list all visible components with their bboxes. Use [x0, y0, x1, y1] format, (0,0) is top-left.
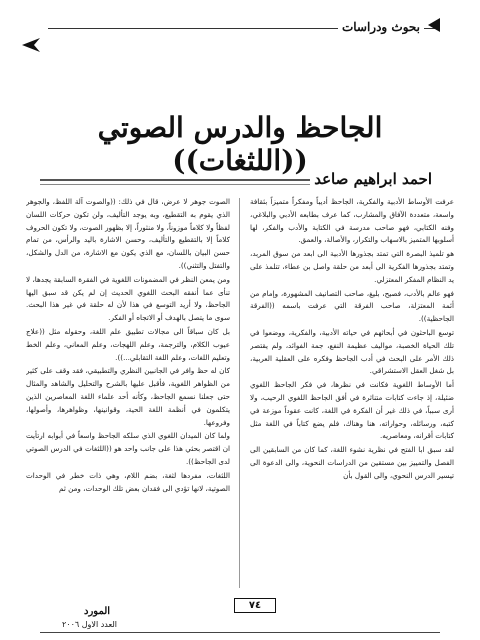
author-rule	[40, 179, 310, 181]
footer-rule	[40, 632, 440, 633]
page-number: ٧٤	[234, 598, 276, 613]
paragraph: اللثغات، مفردها لثغة، بضم اللام، وهي ذات خطر في الوحدات الصوتية، لانها تؤدي الى فقدان بعض تلك الوحدات، ومن ثم	[26, 470, 230, 493]
paragraph: بل كان سباقاً الى مجالات تطبيق علم اللغة، وحقوله مثل ((علاج عيوب الكلام، والترجمة، وعلم اللهجات، وعلم المعاني، وعلم الخط وتعليم اللغات، وعلم اللغة التقابلي...)).	[26, 326, 230, 362]
paragraph: لقد سبق ابا الفتح في نظرية نشوء اللغة، كما كان من السابقين الى الفصل والتمييز بين مستقين من الدراسات النحوية، والى الدعوة الى تيسير الدرس النحوي، والى القول بأن	[250, 445, 454, 480]
text-column-left	[26, 196, 230, 592]
paragraph: ولما كان الميدان اللغوي الذي سلكه الجاحظ واسعاً في أبوابه ارتأيت ان اقتصر بحثي هذا على جانب واحد هو ((اللثغات في الدرس الصوتي لدى الجاحظ)).	[26, 431, 230, 466]
journal-name: المورد	[84, 606, 111, 617]
article-title: الجاحظ والدرس الصوتي ((اللثغات))	[97, 110, 383, 177]
column-divider	[239, 198, 240, 588]
author-name: احمد ابراهيم صاعد	[314, 170, 432, 188]
paragraph: ومن يمعن النظر في المضمونات اللغوية في الفقرة السابقة يجدها، لا تنأى عما أنفقه البحث اللغوي الحديث إن لم يكن قد سبق اليها الجاحظ، ولا أريد التوسع في هذا لأن له حلقة في غير هذا البحث. سوى ما يتصل بالهدف أو الاتجاه أو الفكر.	[26, 274, 230, 323]
paragraph: هو تلميذ البصرة التي تمتد بجذورها الأدبية الى ابعد من سوق المربد، وتمتد بجذورها الفكرية الى أبعد من حلقة واصل بن عطاء، تتلمذ على يد النظام المفكر المعتزلي.	[250, 249, 454, 284]
paragraph: الصوت جوهر لا عرض، قال في ذلك: ((والصوت آلة اللفظ، والجوهر الذي يقوم به التقطيع، وبه يوجد التأليف، ولن تكون حركات اللسان لفظاً ولا كلاماً موزوناً، ولا منثوراً، إلا بظهور الصوت، ولا تكون الحروف كلاماً إلا بالتقطيع والتأليف، وحسن الاشارة باليد والرأس، من تمام حسن البيان باللسان، مع الذي يكون مع الاشارة، من الدل والشكل، والتفتل والتثني)).	[26, 197, 230, 270]
arrow-icon	[20, 36, 42, 54]
paragraph: كان له حظ وافر في الجانبين النظري والتطبيقي، فقد وقف على كثير من الظواهر اللغوية، فأقبل عليها بالشرح والتحليل والشاهد والمثال حتى جعلنا نسمع الجاحظ، وكأنه أحد علماء اللغة المعاصرين الذين يتكلمون في أنظمة اللغة الحية، وقوانينها، وظواهرها، وأصولها، وفروعها.	[26, 366, 230, 427]
text-column-right	[250, 196, 454, 592]
author-rule-thin	[40, 184, 310, 185]
paragraph: أما الأوساط اللغوية فكانت في نظرها، في فكر الجاحظ اللغوي ضئيلة، إذ جاءت كتابات متناثرة في أفق الجاحظ اللغوي الرحيب، ولا أرى سبباً، في ذلك غير أن الفكرة في اللغة، كانت عقوداً موزعة في كتبه، ورسائله، وحواراته، هنا وهناك، فلم يضع كتاباً في اللغة مثل كتابات أقرانه، ومعاصريه.	[250, 380, 454, 441]
issue-label: العدد الاول ٢٠٠٦	[62, 620, 118, 629]
paragraph: توسع الباحثون في أبحاثهم في حياته الأدبية، والفكرية، ووضعوا في تلك الحياة الخصبة، مواليف عظيمة النفع، جمة الفوائد، ولم يقتصر ذلك الأمر على البحث في أدب الجاحظ وفكره على العقلية العربية، بل شغل العقل الاستشراقي.	[250, 327, 454, 376]
paragraph: عرفت الأوساط الأدبية والفكرية، الجاحظ أديباً ومفكراً متميزاً بثقافة واسعة، متعددة الآفاق والمشارب، كما عرف بطابعه الأدبي والبلاغي، وفنه الكتابي، فهو صاحب مدرسة في الكتابة والأدب والفكر، لها أسلوبها المتميز بالاسهاب والتكرار، والأصالة، والعمق.	[250, 197, 454, 245]
paragraph: فهو عالم بالأدب، فصيح، بليغ، صاحب التصانيف المشهورة، وإمام من أئمة المعتزلة، صاحب الفرقة التي عرفت باسمه ((الفرقة الجاحظية)).	[250, 288, 454, 324]
page-header	[0, 0, 480, 60]
chevron-left-icon	[428, 18, 440, 32]
section-label: بحوث ودراسات	[338, 20, 424, 34]
